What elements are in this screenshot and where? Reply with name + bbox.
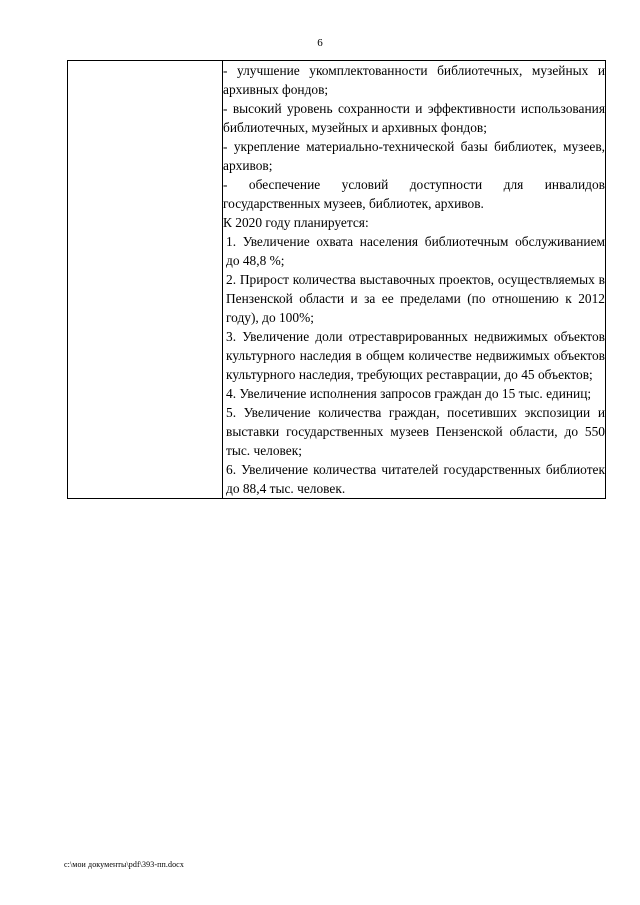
page-number: 6 — [317, 37, 323, 49]
table-row — [68, 61, 606, 499]
bullet-item-accessibility: - обеспечение условий доступности для инвалидов государственных музеев, библиотек, архивов. — [223, 177, 605, 211]
plan-item-6: 6. Увеличение количества читателей государственных библиотек до 88,4 тыс. человек. — [226, 462, 605, 496]
plan-item-5: 5. Увеличение количества граждан, посетивших экспозиции и выставки государственных музеев Пензенской области, до 550 тыс. человек; — [226, 405, 605, 458]
plan-heading: К 2020 году планируется: — [223, 215, 369, 230]
plan-item-3: 3. Увеличение доли отреставрированных недвижимых объектов культурного наследия в общем количестве недвижимых объектов культурного наследия, требующих реставрации, до 45 объектов; — [226, 329, 605, 382]
table-left-cell — [68, 61, 223, 499]
bullet-item-material-base: - укрепление материально-технической базы библиотек, музеев, архивов; — [223, 139, 605, 173]
footer-file-path: c:\мои документы\pdf\393-пп.docx — [64, 860, 184, 869]
plan-item-2: 2. Прирост количества выставочных проектов, осуществляемых в Пензенской области и за ее пределами (по отношению к 2012 году), до 100%; — [226, 272, 605, 325]
plan-item-4: 4. Увеличение исполнения запросов граждан до 15 тыс. единиц; — [226, 386, 592, 401]
table-right-cell — [223, 61, 606, 499]
content-table — [67, 60, 606, 499]
bullet-item-preservation: - высокий уровень сохранности и эффективности использования библиотечных, музейных и архивных фондов; — [223, 101, 605, 135]
plan-item-1: 1. Увеличение охвата населения библиотечным обслуживанием до 48,8 %; — [226, 234, 605, 268]
bullet-item-staffing: - улучшение укомплектованности библиотечных, музейных и архивных фондов; — [223, 63, 605, 97]
